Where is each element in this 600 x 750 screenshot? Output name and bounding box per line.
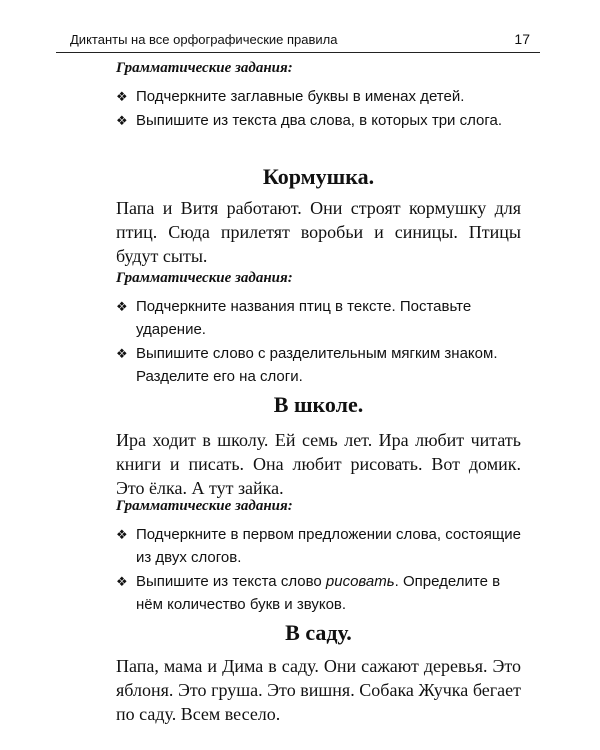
task-text: Выпишите из текста два слова, в которых три слога. (136, 112, 503, 129)
task-text: Подчеркните в первом предложении слова, состоящие из двух слогов. (136, 526, 521, 566)
diamond-bullet-icon: ❖ (116, 527, 128, 542)
task-text: Выпишите слово с разделительным мягким знаком. Разделите его на слоги. (136, 345, 498, 385)
task-text: Подчеркните названия птиц в тексте. Поставьте ударение. (136, 298, 472, 338)
task-item (116, 570, 521, 616)
task-italic-word: рисовать (325, 573, 395, 590)
running-title: Диктанты на все орфографические правила (70, 32, 338, 47)
story-text-v-sadu: Папа, мама и Дима в саду. Они сажают деревья. Это яблоня. Это груша. Это вишня. Собака Жучка бегает по саду. Всем весело. (116, 656, 521, 724)
task-item (116, 85, 521, 108)
task-item (116, 295, 521, 341)
task-text-part: . Определите в нём количество букв и звуков. (136, 573, 501, 613)
diamond-bullet-icon: ❖ (116, 346, 128, 361)
grammar-tasks-block-3 (116, 498, 521, 617)
story-title-v-sadu: В саду. (285, 620, 352, 645)
task-item (116, 523, 521, 569)
task-list (116, 523, 521, 616)
diamond-bullet-icon: ❖ (116, 89, 128, 104)
task-text-part: Выпишите из текста слово (136, 573, 326, 590)
story-title-kormushka: Кормушка. (262, 164, 375, 189)
grammar-tasks-label: Грамматические задания: (116, 270, 293, 286)
task-item (116, 109, 521, 132)
grammar-tasks-label: Грамматические задания: (116, 60, 293, 76)
page-number: 17 (514, 31, 530, 47)
task-list (116, 295, 521, 388)
task-item (116, 342, 521, 388)
task-list (116, 85, 521, 132)
grammar-tasks-block-2 (116, 270, 521, 389)
grammar-tasks-label: Грамматические задания: (116, 498, 293, 514)
task-text: Подчеркните заглавные буквы в именах детей. (136, 88, 465, 105)
diamond-bullet-icon: ❖ (116, 299, 128, 314)
story-text-kormushka: Папа и Витя работают. Они строят кормушку для птиц. Сюда прилетят воробьи и синицы. Птицы будут сыты. (116, 198, 521, 266)
story-title-v-shkole: В школе. (273, 392, 364, 417)
story-text-v-shkole: Ира ходит в школу. Ей семь лет. Ира любит читать книги и писать. Она любит рисовать. Вот домик. Это ёлка. А тут зайка. (116, 430, 521, 498)
running-header (56, 30, 540, 53)
diamond-bullet-icon: ❖ (116, 113, 128, 128)
diamond-bullet-icon: ❖ (116, 574, 128, 589)
grammar-tasks-block-1 (116, 60, 521, 133)
